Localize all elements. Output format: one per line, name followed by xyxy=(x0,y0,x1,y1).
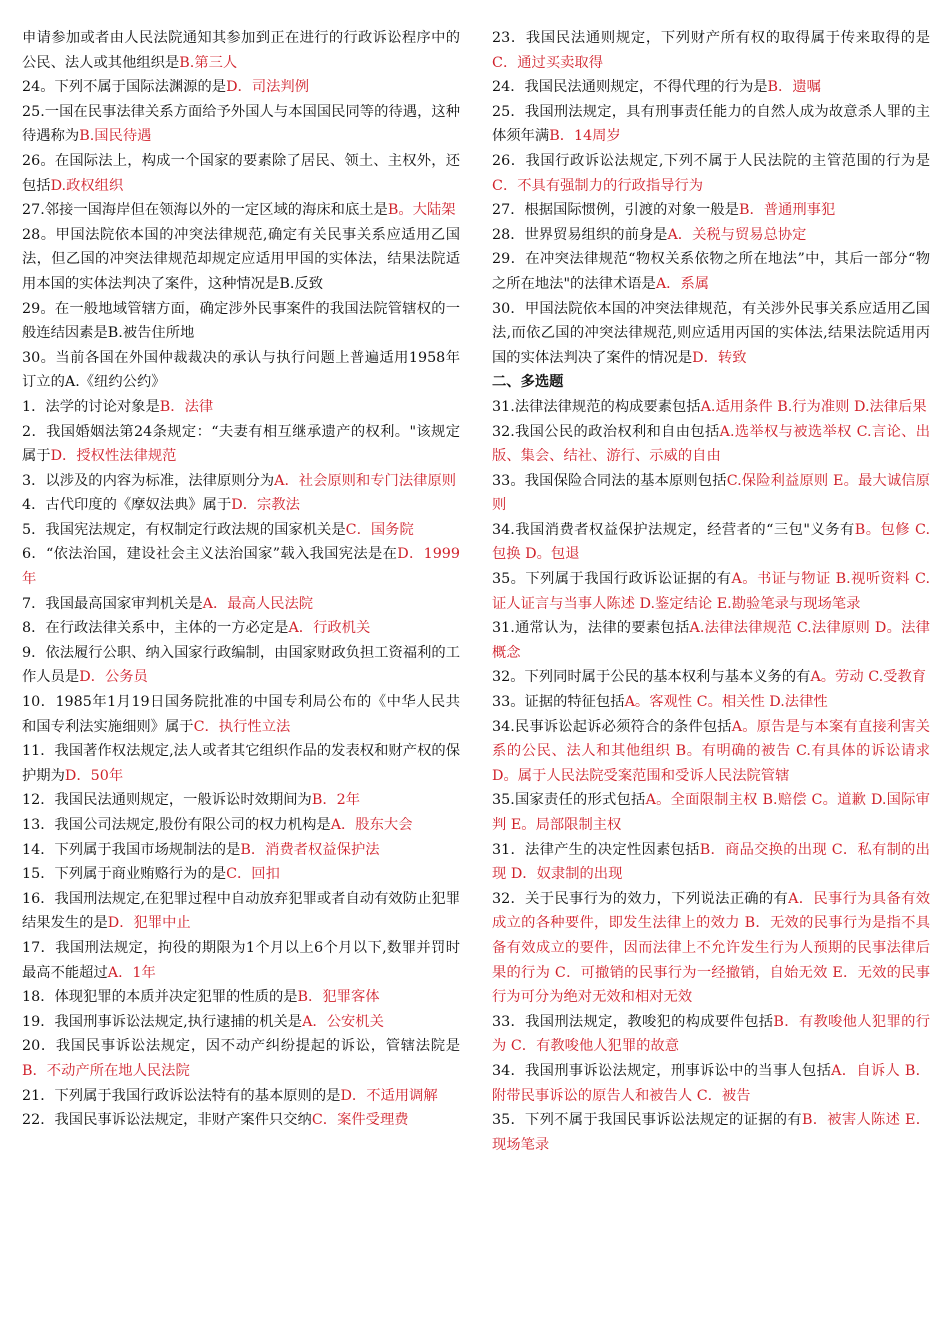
answer-text: C．执行性立法 xyxy=(193,718,291,735)
question-text: 28．世界贸易组织的前身是 xyxy=(492,226,668,243)
answer-text: A.选举权与被选举权 C.言论、出版、集会、结社、游行、示威的自由 xyxy=(492,423,930,465)
answer-text: A。全面限制主权 B.赔偿 C。道歉 D.国际审判 E。局部限制主权 xyxy=(492,792,930,833)
question-text: 26。在国际法上，构成一个国家的要素除了居民、领土、主权外，还包括 xyxy=(22,152,460,194)
question-item xyxy=(22,297,460,346)
question-text: 33。证据的特征包括 xyxy=(492,694,625,711)
answer-text: D．授权性法律规范 xyxy=(50,448,177,465)
question-item xyxy=(22,813,460,838)
question-item xyxy=(492,665,930,690)
question-item xyxy=(492,75,930,100)
answer-text: B。大陆架 xyxy=(387,202,456,219)
question-item xyxy=(22,985,460,1010)
question-text: 6．“依法治国，建设社会主义法治国家”载入我国宪法是在 xyxy=(22,546,398,563)
question-text: 10．1985年1月19日国务院批准的中国专利局公布的《中华人民共和国专利法实施细则》属于 xyxy=(22,694,460,735)
question-item xyxy=(22,936,460,985)
question-item xyxy=(492,715,930,789)
question-item xyxy=(22,518,460,543)
answer-text: B．有教唆他人犯罪的行为 C．有教唆他人犯罪的故意 xyxy=(492,1013,930,1055)
question-text: 2．我国婚姻法第24条规定：“夫妻有相互继承遗产的权利。"该规定属于 xyxy=(22,423,460,465)
answer-text: D．公务员 xyxy=(79,669,148,686)
answer-text: A．关税与贸易总协定 xyxy=(667,226,807,243)
question-text: 32。下列同时属于公民的基本权利与基本义务的有 xyxy=(492,669,811,686)
answer-text: A.法律法律规范 C.法律原则 D。法律概念 xyxy=(492,620,930,661)
question-text: 18．体现犯罪的本质并决定犯罪的性质的是 xyxy=(22,989,298,1006)
answer-text: D．不适用调解 xyxy=(340,1087,438,1104)
answer-text: A．系属 xyxy=(655,275,710,292)
answer-text: A。书证与物证 B.视听资料 C.证人证言与当事人陈述 D.鉴定结论 E.勘验笔录与现场笔录 xyxy=(492,571,930,612)
answer-text: A．1年 xyxy=(107,964,156,981)
right-column xyxy=(492,26,930,1157)
question-item xyxy=(22,149,460,198)
question-text: 22．我国民事诉讼法规定，非财产案件只交纳 xyxy=(22,1112,312,1129)
question-text: 15．下列属于商业贿赂行为的是 xyxy=(22,866,227,883)
question-item xyxy=(492,838,930,887)
answer-text: B．2年 xyxy=(311,792,361,809)
question-text: 24。下列不属于国际法渊源的是 xyxy=(22,79,227,96)
question-text: 9．依法履行公职、纳入国家行政编制，由国家财政负担工资福利的工作人员是 xyxy=(22,644,460,686)
answer-text: A．最高人民法院 xyxy=(202,595,314,612)
question-text: 二、多选题 xyxy=(492,374,564,391)
question-item xyxy=(22,592,460,617)
question-text: 12．我国民法通则规定，一般诉讼时效期间为 xyxy=(22,792,312,809)
answer-text: B．普通刑事犯 xyxy=(738,202,836,219)
question-item xyxy=(22,198,460,223)
question-item xyxy=(492,887,930,1010)
question-item xyxy=(22,395,460,420)
question-text: 5．我国宪法规定，有权制定行政法规的国家机关是 xyxy=(22,521,346,538)
question-item xyxy=(492,788,930,837)
answer-text: A．社会原则和专门法律原则 xyxy=(274,472,457,489)
question-text: 34.我国消费者权益保护法规定，经营者的“三包"义务有 xyxy=(492,521,855,538)
answer-text: B．法律 xyxy=(159,398,214,415)
question-text: 25．我国刑法规定，具有刑事责任能力的自然人成为故意杀人罪的主体须年满 xyxy=(492,103,930,145)
answer-text: D．宗教法 xyxy=(231,497,300,514)
answer-text: A.适用条件 B.行为准则 D.法律后果 xyxy=(700,398,927,415)
answer-text: D．转致 xyxy=(692,349,747,366)
question-item xyxy=(22,641,460,690)
answer-text: B．商品交换的出现 C．私有制的出现 D．奴隶制的出现 xyxy=(492,841,930,883)
question-text: 3．以涉及的内容为标准，法律原则分为 xyxy=(22,472,275,489)
question-item xyxy=(22,887,460,936)
question-item xyxy=(492,395,930,420)
question-item xyxy=(22,223,460,297)
question-item xyxy=(22,542,460,591)
answer-text: C．案件受理费 xyxy=(311,1112,409,1129)
answer-text: C．回扣 xyxy=(226,866,280,883)
question-text: 8．在行政法律关系中，主体的一方必定是 xyxy=(22,620,289,637)
question-text: 30。当前各国在外国仲裁裁决的承认与执行问题上普遍适用1958年订立的A.《纽约公约》 xyxy=(22,349,460,391)
question-item xyxy=(22,788,460,813)
question-item xyxy=(22,1084,460,1109)
question-item xyxy=(492,420,930,469)
question-item xyxy=(22,1010,460,1035)
question-item xyxy=(22,469,460,494)
answer-text: A．股东大会 xyxy=(330,817,413,833)
question-item xyxy=(22,1108,460,1133)
question-text: 27.邻接一国海岸但在领海以外的一定区域的海床和底土是 xyxy=(22,202,388,219)
answer-text: C.保险利益原则 E。最大诚信原则 xyxy=(492,472,930,514)
answer-text: B．消费者权益保护法 xyxy=(240,841,380,858)
question-item xyxy=(492,616,930,665)
question-item xyxy=(22,26,460,75)
answer-text: B．犯罪客体 xyxy=(297,989,380,1006)
answer-text: C．通过买卖取得 xyxy=(492,54,604,71)
question-item xyxy=(22,690,460,739)
question-text: 20．我国民事诉讼法规定，因不动产纠纷提起的诉讼，管辖法院是 xyxy=(22,1038,460,1055)
answer-text: A。客观性 C。相关性 D.法律性 xyxy=(624,694,828,711)
question-text: 29。在一般地域管辖方面，确定涉外民事案件的我国法院管辖权的一般连结因素是B.被告住所地 xyxy=(22,300,460,342)
question-text: 19．我国刑事诉讼法规定,执行逮捕的机关是 xyxy=(22,1013,303,1030)
question-item xyxy=(492,297,930,371)
question-item xyxy=(22,100,460,149)
question-item xyxy=(492,518,930,567)
answer-text: A。原告是与本案有直接利害关系的公民、法人和其他组织 B。有明确的被告 C.有具体的诉讼请求 D。属于人民法院受案范围和受诉人民法院管辖 xyxy=(492,718,930,784)
question-text: 30．甲国法院依本国的冲突法律规范，有关涉外民事关系应适用乙国法,而依乙国的冲突法律规范,则应适用丙国的实体法,结果法院适用丙国的实体法判决了案件的情况是 xyxy=(492,300,930,366)
question-text: 35.国家责任的形式包括 xyxy=(492,792,646,809)
question-item xyxy=(22,493,460,518)
question-text: 34.民事诉讼起诉必须符合的条件包括 xyxy=(492,718,732,735)
question-text: 26．我国行政诉讼法规定,下列不属于人民法院的主管范围的行为是 xyxy=(492,152,930,169)
answer-text: A．行政机关 xyxy=(288,620,371,637)
question-item xyxy=(22,75,460,100)
question-text: 24．我国民法通则规定，不得代理的行为是 xyxy=(492,79,768,96)
question-text: 4．古代印度的《摩奴法典》属于 xyxy=(22,497,232,514)
question-text: 28。甲国法院依本国的冲突法律规范,确定有关民事关系应适用乙国法，但乙国的冲突法律规范却规定应适用甲国的实体法，结果法院适用本国的实体法判决了案件，这种情况是B.反致 xyxy=(22,226,460,292)
question-item xyxy=(492,223,930,248)
question-text: 35。下列属于我国行政诉讼证据的有 xyxy=(492,571,732,588)
question-text: 14．下列属于我国市场规制法的是 xyxy=(22,841,241,858)
answer-text: B。包修 C.包换 D。包退 xyxy=(492,521,931,563)
answer-text: D．犯罪中止 xyxy=(107,915,191,932)
answer-text: C．国务院 xyxy=(345,521,414,538)
question-text: 13．我国公司法规定,股份有限公司的权力机构是 xyxy=(22,817,331,833)
answer-text: B.第三人 xyxy=(179,54,238,71)
answer-text: B．不动产所在地人民法院 xyxy=(22,1062,190,1079)
question-item xyxy=(492,690,930,715)
answer-text: A．公安机关 xyxy=(302,1013,384,1030)
question-item xyxy=(492,1108,930,1157)
question-item xyxy=(492,149,930,198)
question-item xyxy=(492,567,930,616)
question-text: 32.我国公民的政治权利和自由包括 xyxy=(492,423,720,440)
question-item xyxy=(492,100,930,149)
question-item xyxy=(492,26,930,75)
question-text: 21．下列属于我国行政诉讼法特有的基本原则的是 xyxy=(22,1087,341,1104)
question-text: 29．在冲突法律规范“物权关系依物之所在地法”中，其后一部分“物之所在地法"的法律术语是 xyxy=(492,251,930,292)
question-text: 25.一国在民事法律关系方面给予外国人与本国国民同等的待遇，这种待遇称为 xyxy=(22,103,460,145)
question-text: 33．我国刑法规定，教唆犯的构成要件包括 xyxy=(492,1013,774,1030)
question-text: 17．我国刑法规定，拘役的期限为1个月以上6个月以下,数罪并罚时最高不能超过 xyxy=(22,939,460,981)
question-item xyxy=(492,198,930,223)
question-text: 34．我国刑事诉讼法规定，刑事诉讼中的当事人包括 xyxy=(492,1062,832,1079)
answer-text: B．14周岁 xyxy=(549,128,621,145)
question-text: 35．下列不属于我国民事诉讼法规定的证据的有 xyxy=(492,1112,802,1129)
question-item xyxy=(22,420,460,469)
section-heading xyxy=(492,370,930,395)
answer-text: A。劳动 C.受教育 xyxy=(810,669,927,686)
answer-text: A．自诉人 B．附带民事诉讼的原告人和被告人 C．被告 xyxy=(492,1062,930,1104)
answer-text: D.政权组织 xyxy=(50,177,124,194)
question-item xyxy=(22,739,460,788)
question-text: 31.法律法律规范的构成要素包括 xyxy=(492,398,701,415)
question-text: 1．法学的讨论对象是 xyxy=(22,398,160,415)
answer-text: B.国民待遇 xyxy=(79,128,152,145)
question-text: 16．我国刑法规定,在犯罪过程中自动放弃犯罪或者自动有效防止犯罪结果发生的是 xyxy=(22,890,460,932)
question-text: 32．关于民事行为的效力，下列说法正确的有 xyxy=(492,890,789,907)
question-text: 27．根据国际惯例，引渡的对象一般是 xyxy=(492,202,739,219)
question-text: 31.通常认为，法律的要素包括 xyxy=(492,620,690,637)
answer-text: A．民事行为具备有效成立的各种要件，即发生法律上的效力 B．无效的民事行为是指不具备有效成立的要件，因而法律上不允许发生行为人预期的民事法律后果的行为 C．可撤销的民事行为一经撤销，自始无效 E．无效的民事行为可分为绝对无效和相对无效 xyxy=(492,890,930,1006)
answer-text: D．1999年 xyxy=(22,546,460,588)
question-item xyxy=(22,616,460,641)
answer-text: B．遗嘱 xyxy=(767,79,821,96)
question-item xyxy=(492,1059,930,1108)
question-item xyxy=(492,1010,930,1059)
question-text: 23．我国民法通则规定，下列财产所有权的取得属于传来取得的是 xyxy=(492,30,930,46)
question-text: 11．我国著作权法规定,法人或者其它组织作品的发表权和财产权的保护期为 xyxy=(22,743,460,784)
question-item xyxy=(22,862,460,887)
question-text: 7．我国最高国家审判机关是 xyxy=(22,595,203,612)
question-text: 33。我国保险合同法的基本原则包括 xyxy=(492,472,727,489)
question-item xyxy=(22,838,460,863)
question-item xyxy=(492,469,930,518)
question-item xyxy=(492,247,930,296)
left-column xyxy=(22,26,460,1133)
question-text: 申请参加或者由人民法院通知其参加到正在进行的行政诉讼程序中的公民、法人或其他组织是 xyxy=(22,30,460,71)
answer-text: D．50年 xyxy=(64,767,124,784)
question-item xyxy=(22,1034,460,1083)
answer-text: C．不具有强制力的行政指导行为 xyxy=(492,177,704,194)
answer-text: B．被害人陈述 E．现场笔录 xyxy=(492,1112,930,1153)
question-item xyxy=(22,346,460,395)
question-text: 31．法律产生的决定性因素包括 xyxy=(492,841,700,858)
answer-text: D．司法判例 xyxy=(226,79,310,96)
